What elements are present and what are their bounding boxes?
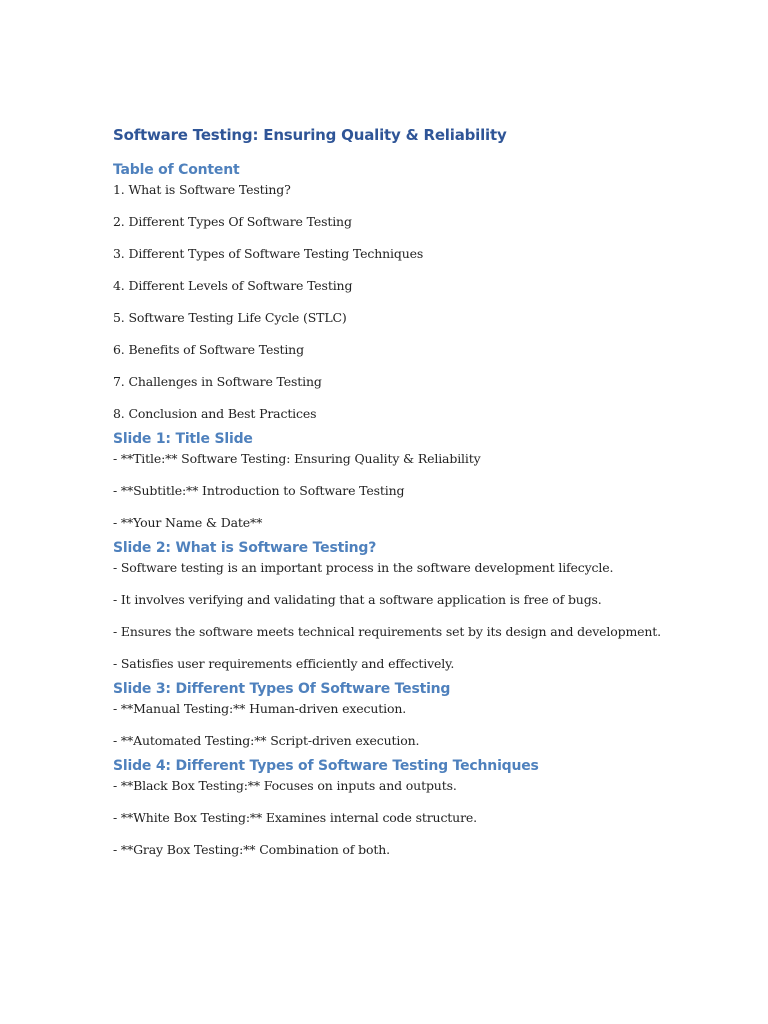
bullet-line: - It involves verifying and validating that a software application is free of bugs. [113, 592, 602, 607]
bullet-line: - **Title:** Software Testing: Ensuring Quality & Reliability [113, 451, 481, 466]
toc-item: 6. Benefits of Software Testing [113, 342, 304, 357]
document-title: Software Testing: Ensuring Quality & Reliability [113, 126, 507, 144]
document-page [113, 124, 733, 863]
bullet-line: - **Gray Box Testing:** Combination of both. [113, 842, 390, 857]
bullet-line: - Satisfies user requirements efficiently and effectively. [113, 656, 455, 671]
toc-item: 8. Conclusion and Best Practices [113, 406, 317, 421]
section-slide-1 [113, 429, 733, 536]
toc-item: 5. Software Testing Life Cycle (STLC) [113, 310, 347, 325]
section-slide-2 [113, 538, 733, 677]
toc-item: 3. Different Types of Software Testing Techniques [113, 246, 424, 261]
section-heading: Table of Content [113, 162, 240, 178]
section-slide-3 [113, 679, 733, 754]
section-slide-4 [113, 756, 733, 863]
section-table-of-content [113, 160, 733, 427]
bullet-line: - **Automated Testing:** Script-driven execution. [113, 733, 420, 748]
section-heading: Slide 1: Title Slide [113, 431, 253, 447]
toc-item: 2. Different Types Of Software Testing [113, 214, 352, 229]
bullet-line: - **White Box Testing:** Examines internal code structure. [113, 810, 477, 825]
toc-item: 4. Different Levels of Software Testing [113, 278, 353, 293]
section-heading: Slide 4: Different Types of Software Testing Techniques [113, 758, 539, 774]
bullet-line: - **Manual Testing:** Human-driven execution. [113, 701, 407, 716]
bullet-line: - **Black Box Testing:** Focuses on inputs and outputs. [113, 778, 457, 793]
bullet-line: - **Your Name & Date** [113, 515, 263, 530]
section-heading: Slide 3: Different Types Of Software Testing [113, 681, 451, 697]
bullet-line: - Ensures the software meets technical requirements set by its design and development. [113, 624, 661, 639]
section-heading: Slide 2: What is Software Testing? [113, 540, 377, 556]
bullet-line: - Software testing is an important process in the software development lifecycle. [113, 560, 614, 575]
toc-item: 7. Challenges in Software Testing [113, 374, 322, 389]
toc-item: 1. What is Software Testing? [113, 182, 291, 197]
bullet-line: - **Subtitle:** Introduction to Software Testing [113, 483, 405, 498]
